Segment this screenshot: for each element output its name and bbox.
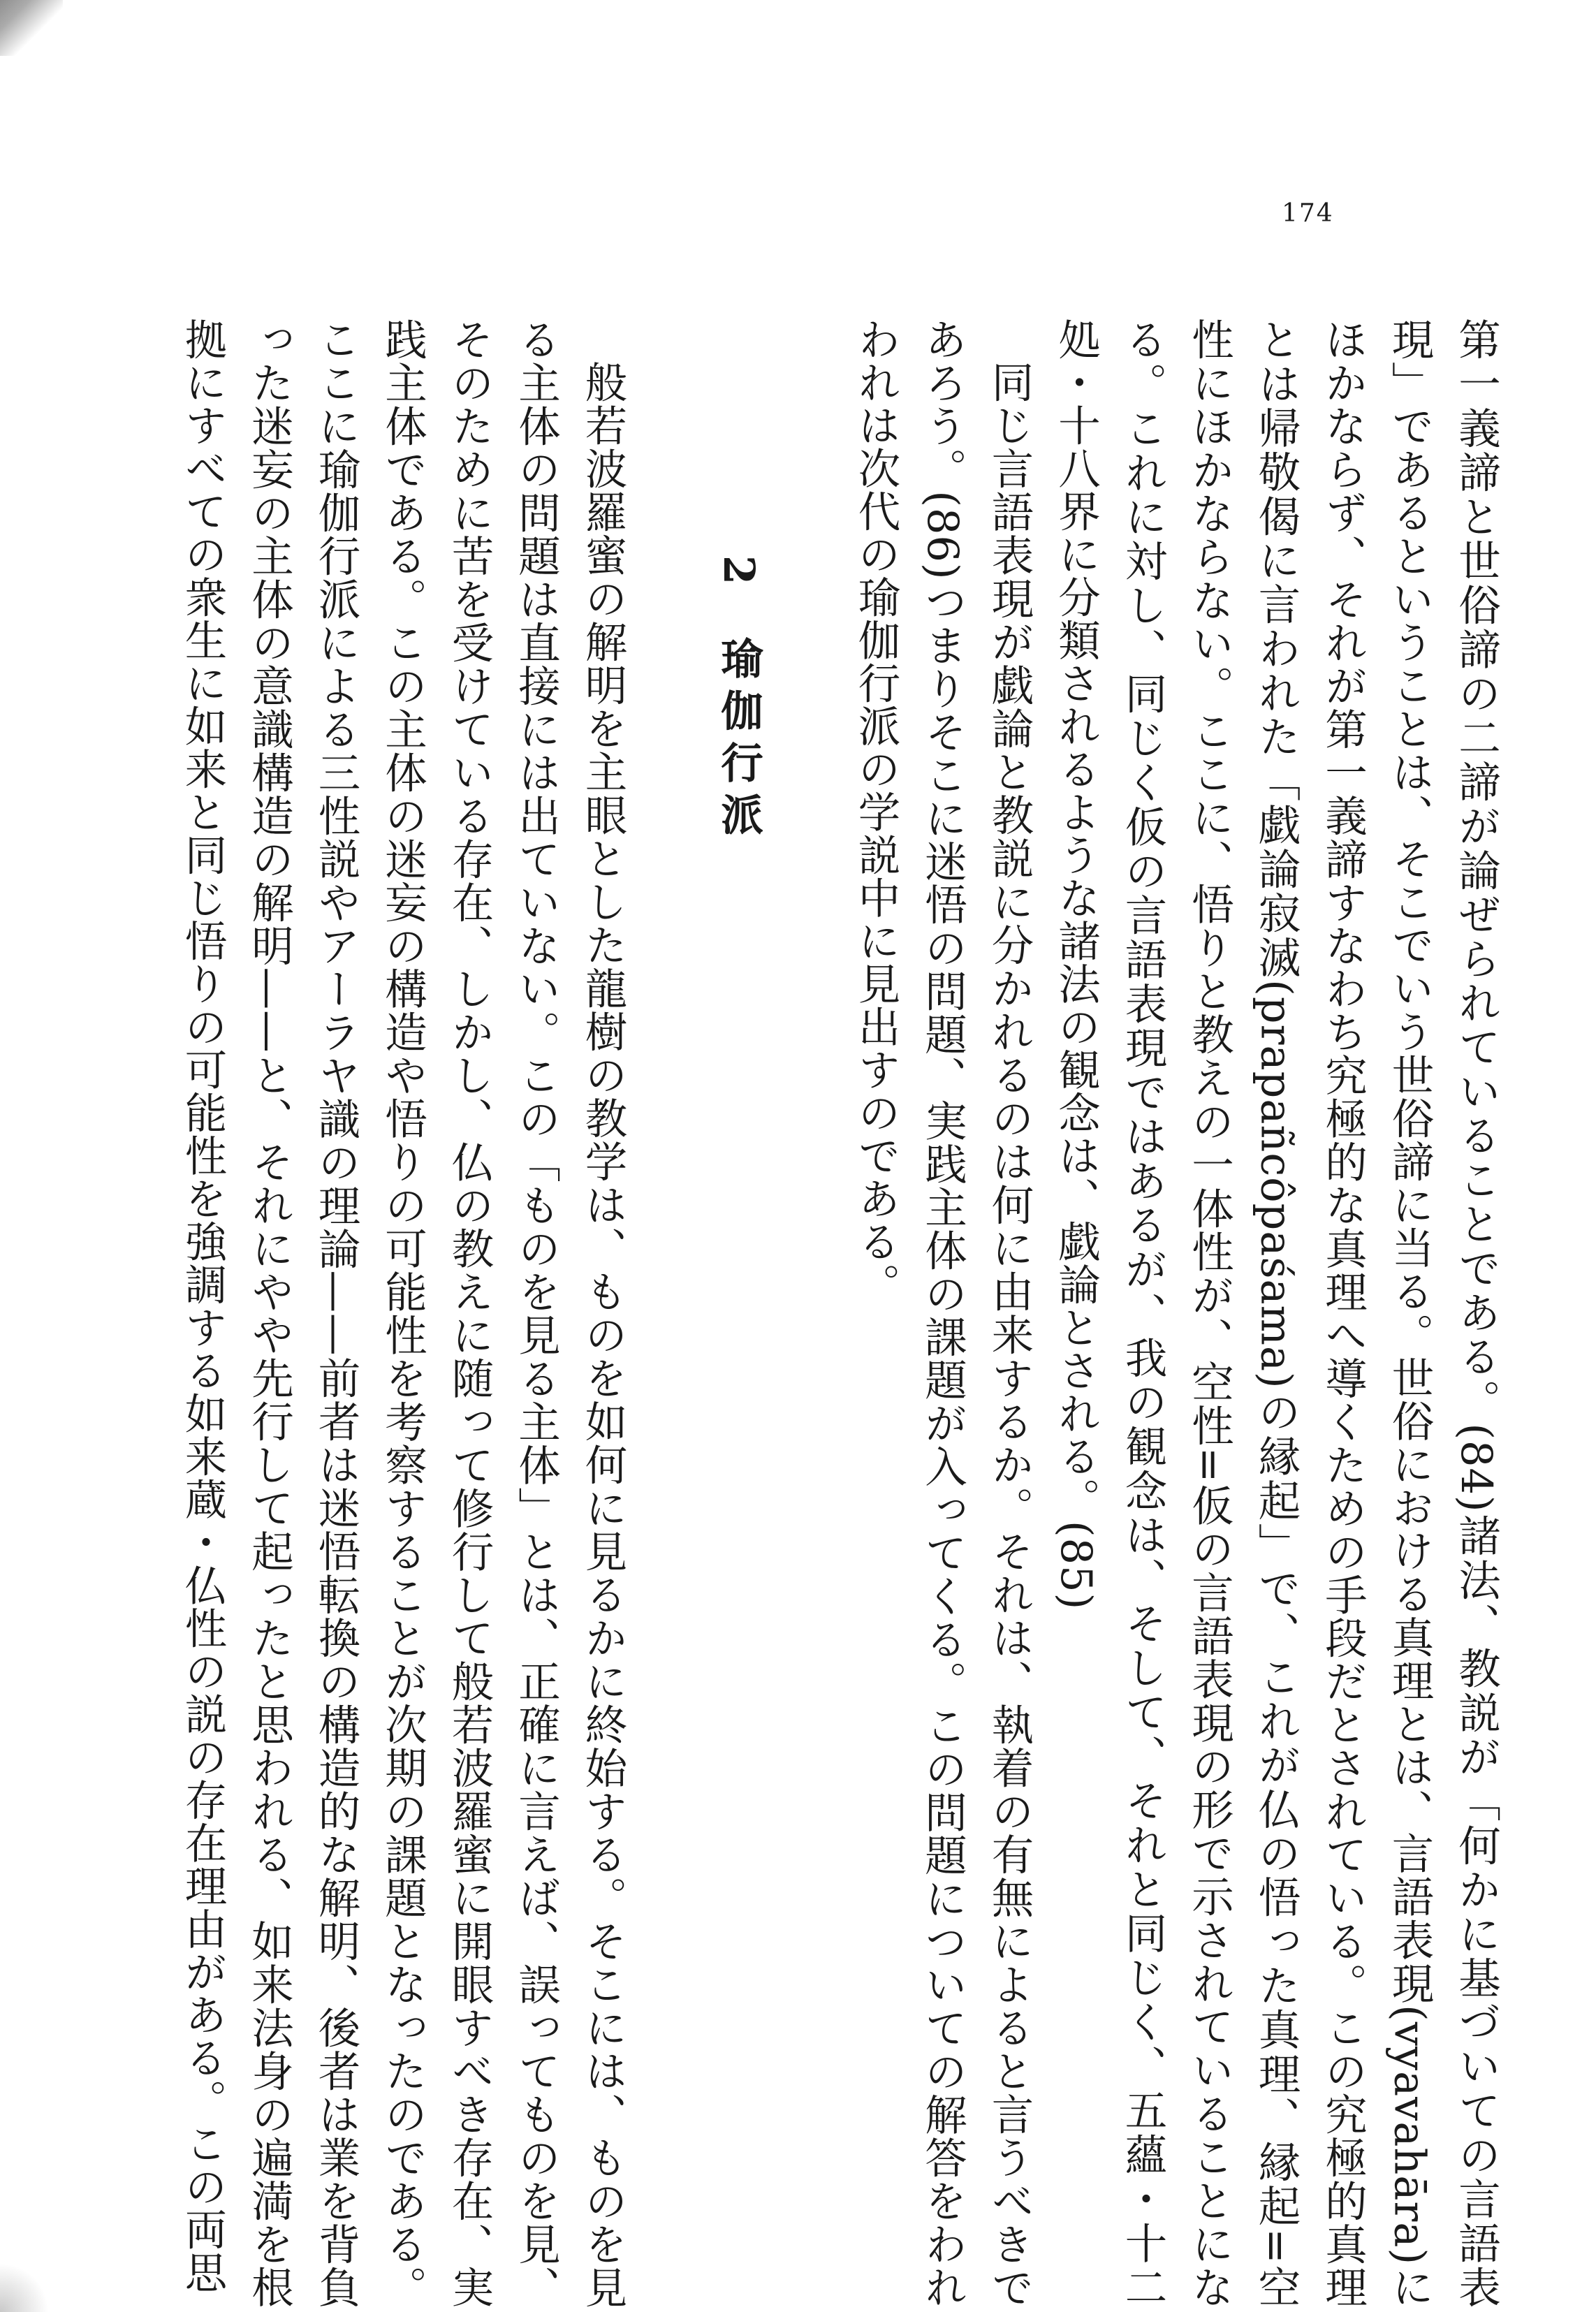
scan-edge-shadow bbox=[0, 0, 63, 56]
paragraph: 般若波羅蜜の解明を主眼とした龍樹の教学は、ものを如何に見るかに終始する。そこには、ものを見る主体の問題は直接には出ていない。この「ものを見る主体」とは、正確に言えば、誤ってものを見、そのために苦を受けている存在、しかし、仏の教えに随って修行して般若波羅蜜に開眼すべき存在、実践主体である。この主体の迷妄の構造や悟りの可能性を考察することが次期の課題となったのである。ここに瑜伽行派による三性説やアーラヤ識の理論——前者は迷悟転換の構造的な解明、後者は業を背負った迷妄の主体の意識構造の解明——と、それにやや先行して起ったと思われる、如来法身の遍満を根拠にすべての衆生に如来と同じ悟りの可能性を強調する如来蔵・仏性の説の存在理由がある。この両思 bbox=[177, 318, 627, 2309]
paragraph: 第一義諦と世俗諦の二諦が論ぜられていることである。(84)諸法、教説が「何かに基づいての言語表現」であるということは、そこでいう世俗諦に当る。世俗における真理とは、言語表現(vyavahāra)にほかならず、それが第一義諦すなわち究極的な真理へ導くための手段だとされている。この究極的真理とは帰敬偈に言われた「戯論寂滅(prapañcôpaśama)の縁起」で、これが仏の悟った真理、縁起=空性にほかならない。ここに、悟りと教えの一体性が、空性=仮の言語表現の形で示されていることになる。これに対し、同じく仮の言語表現ではあるが、我の観念は、そして、それと同じく、五蘊・十二処・十八界に分類されるような諸法の観念は、戯論とされる。(85) bbox=[1051, 318, 1500, 2309]
scan-edge-shadow-bottom bbox=[0, 2263, 49, 2312]
paragraph: 同じ言語表現が戯論と教説に分かれるのは何に由来するか。それは、執着の有無によると言うべきであろう。(86)つまりそこに迷悟の問題、実践主体の課題が入ってくる。この問題についての解答をわれわれは次代の瑜伽行派の学説中に見出すのである。 bbox=[851, 318, 1034, 2309]
section-heading bbox=[705, 318, 773, 2309]
body-text bbox=[168, 318, 1509, 2309]
section-number: 2 bbox=[714, 555, 763, 595]
page-number: 174 bbox=[1282, 199, 1334, 228]
section-title: 瑜伽行派 bbox=[714, 636, 763, 845]
